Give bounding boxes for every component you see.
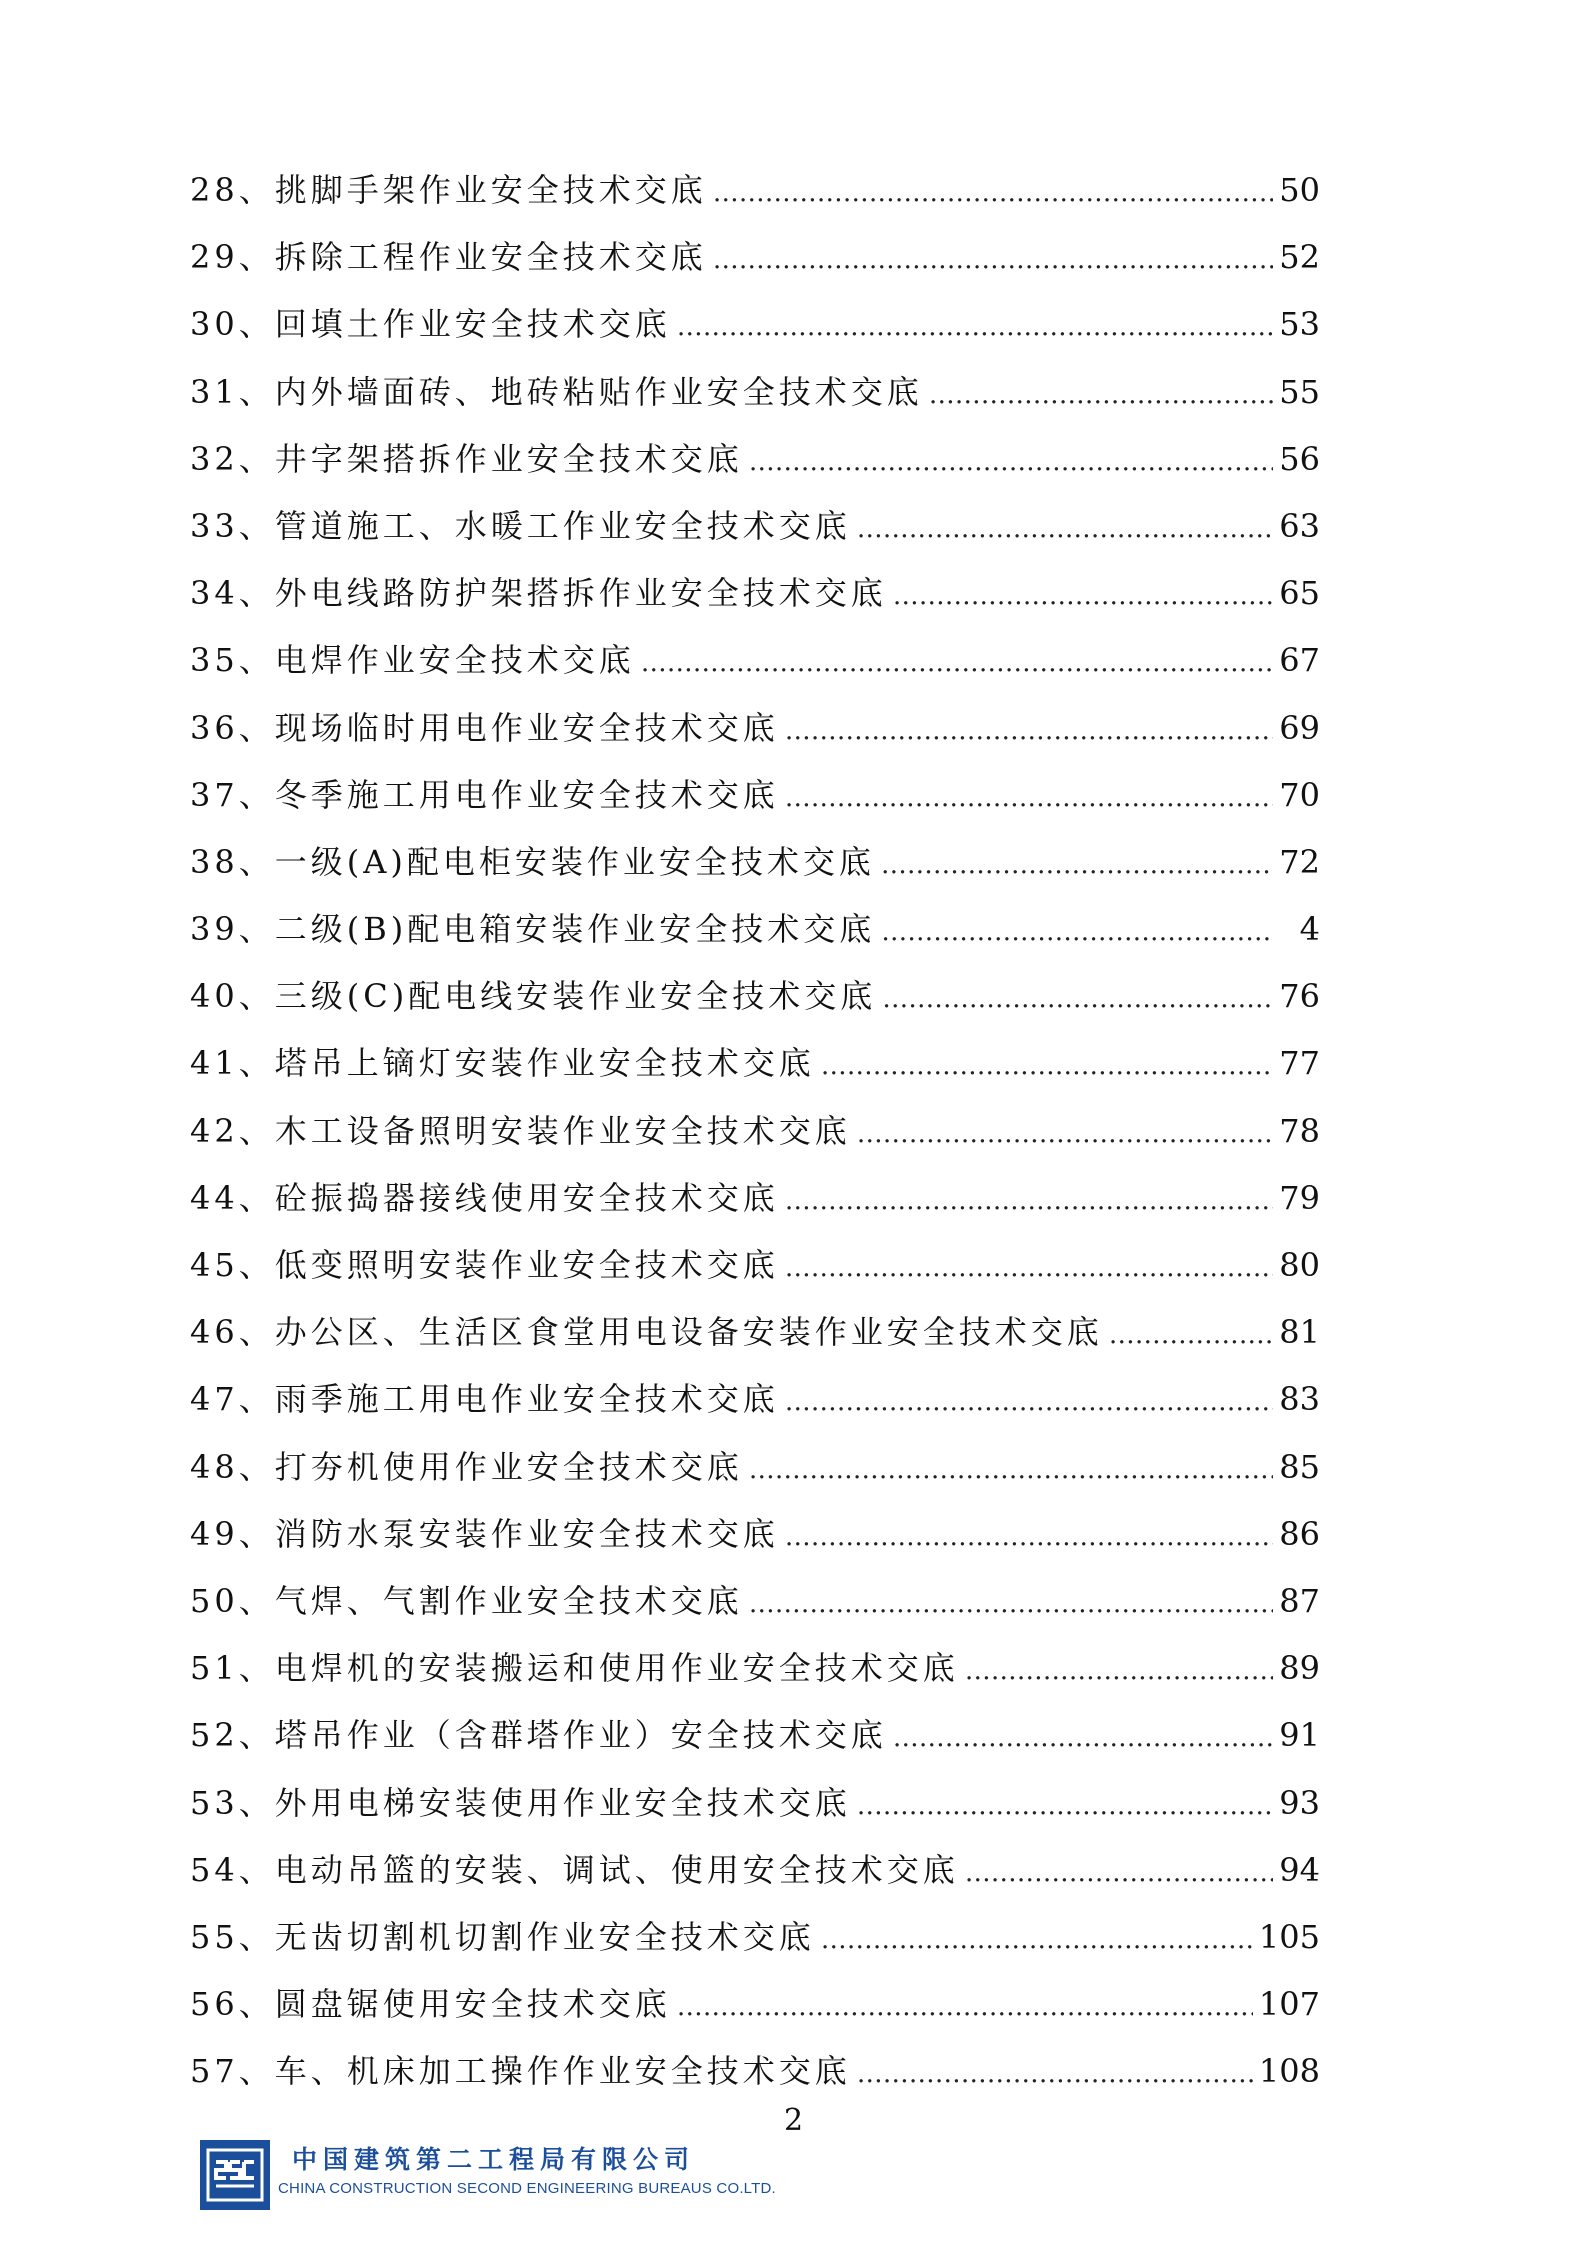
toc-entry-page: 56 <box>1279 439 1320 478</box>
toc-entry-page: 108 <box>1258 2052 1320 2091</box>
toc-entry[interactable] <box>190 1579 1320 1646</box>
toc-entry-page: 53 <box>1279 305 1320 344</box>
toc-entry-title: 二级(B)配电箱安装作业安全技术交底 <box>274 910 876 949</box>
toc-entry-separator: 、 <box>238 171 275 209</box>
toc-entry-page: 67 <box>1279 641 1320 680</box>
toc-entry-number: 50 <box>190 1581 239 1620</box>
toc-entry-number: 32 <box>190 439 239 478</box>
toc-entry-number: 55 <box>190 1917 239 1956</box>
toc-entry-number: 49 <box>190 1514 239 1553</box>
toc-entry-separator: 、 <box>238 2052 275 2091</box>
toc-entry-title: 办公区、生活区食堂用电设备安装作业安全技术交底 <box>274 1313 1103 1352</box>
toc-entry-separator: 、 <box>238 1111 275 1150</box>
toc-entry-title: 气焊、气割作业安全技术交底 <box>274 1581 743 1620</box>
toc-entry-separator: 、 <box>238 305 275 344</box>
toc-entry-separator: 、 <box>238 1044 275 1083</box>
toc-entry[interactable] <box>190 1512 1320 1579</box>
toc-entry-separator: 、 <box>238 238 275 277</box>
toc-dot-leader <box>857 507 1274 551</box>
toc-entry-number: 57 <box>190 2052 239 2091</box>
toc-entry-separator: 、 <box>238 977 275 1016</box>
toc-entry[interactable] <box>190 504 1320 571</box>
toc-entry-number: 29 <box>190 238 239 277</box>
toc-entry-separator: 、 <box>238 1581 275 1620</box>
toc-dot-leader <box>881 910 1274 954</box>
toc-entry[interactable] <box>190 1176 1320 1243</box>
toc-entry[interactable] <box>190 168 1320 235</box>
toc-entry-page: 91 <box>1279 1716 1320 1755</box>
toc-entry-title: 车、机床加工操作作业安全技术交底 <box>274 2052 851 2091</box>
toc-entry-separator: 、 <box>238 641 275 680</box>
toc-dot-leader <box>857 2052 1253 2096</box>
toc-dot-leader <box>785 709 1274 753</box>
toc-dot-leader <box>677 305 1274 349</box>
toc-entry-page: 63 <box>1279 506 1320 545</box>
toc-dot-leader <box>641 641 1274 685</box>
toc-dot-leader <box>1109 1313 1274 1357</box>
toc-dot-leader <box>713 238 1274 282</box>
toc-entry-page: 76 <box>1279 977 1320 1016</box>
toc-entry-title: 外电线路防护架搭拆作业安全技术交底 <box>274 574 887 613</box>
toc-dot-leader <box>893 1716 1274 1760</box>
toc-entry-number: 47 <box>190 1380 239 1419</box>
toc-entry-title: 外用电梯安装使用作业安全技术交底 <box>274 1783 851 1822</box>
toc-entry-page: 81 <box>1279 1313 1320 1352</box>
toc-entry-page: 79 <box>1279 1178 1320 1217</box>
toc-entry-number: 34 <box>190 574 239 613</box>
toc-entry-separator: 、 <box>238 842 275 881</box>
toc-entry-page: 50 <box>1279 171 1320 209</box>
toc-entry-page: 77 <box>1279 1044 1320 1083</box>
toc-entry-title: 拆除工程作业安全技术交底 <box>274 238 707 277</box>
toc-dot-leader <box>785 1515 1274 1559</box>
toc-entry-title: 电焊作业安全技术交底 <box>274 641 635 680</box>
toc-entry-separator: 、 <box>238 1178 275 1217</box>
toc-entry-number: 39 <box>190 910 239 949</box>
toc-entry-title: 消防水泵安装作业安全技术交底 <box>274 1514 779 1553</box>
toc-entry-separator: 、 <box>238 708 275 747</box>
toc-dot-leader <box>881 843 1273 887</box>
toc-entry-page: 85 <box>1279 1447 1320 1486</box>
toc-entry-page: 69 <box>1279 708 1320 747</box>
toc-entry[interactable] <box>190 1445 1320 1512</box>
toc-entry-number: 30 <box>190 305 239 344</box>
toc-entry[interactable] <box>190 706 1320 773</box>
toc-entry-separator: 、 <box>238 372 275 411</box>
toc-entry-separator: 、 <box>238 775 275 814</box>
toc-entry-page: 80 <box>1279 1246 1320 1284</box>
toc-entry[interactable] <box>190 907 1320 974</box>
toc-entry-title: 井字架搭拆作业安全技术交底 <box>274 439 743 478</box>
toc-entry-page: 4 <box>1299 910 1320 949</box>
toc-entry[interactable] <box>190 571 1320 638</box>
toc-entry-page: 55 <box>1279 372 1320 411</box>
toc-entry-number: 33 <box>190 506 239 545</box>
toc-entry[interactable] <box>190 638 1320 705</box>
toc-entry-number: 44 <box>190 1178 239 1217</box>
toc-dot-leader <box>882 977 1273 1021</box>
toc-entry-title: 无齿切割机切割作业安全技术交底 <box>274 1917 815 1956</box>
toc-entry-title: 雨季施工用电作业安全技术交底 <box>274 1380 779 1419</box>
toc-entry-number: 52 <box>190 1716 239 1755</box>
toc-entry-title: 三级(C)配电线安装作业安全技术交底 <box>274 977 877 1016</box>
toc-entry-title: 砼振捣器接线使用安全技术交底 <box>274 1178 779 1217</box>
toc-entry-number: 31 <box>190 372 239 411</box>
toc-entry-title: 塔吊作业（含群塔作业）安全技术交底 <box>274 1716 887 1755</box>
toc-entry-title: 管道施工、水暖工作业安全技术交底 <box>274 506 851 545</box>
toc-entry-page: 83 <box>1279 1380 1320 1419</box>
toc-entry-number: 42 <box>190 1111 239 1150</box>
toc-entry-separator: 、 <box>238 1514 275 1553</box>
toc-entry-separator: 、 <box>238 1649 275 1688</box>
toc-dot-leader <box>821 1918 1253 1962</box>
toc-entry-title: 打夯机使用作业安全技术交底 <box>274 1447 743 1486</box>
toc-entry[interactable] <box>190 1982 1320 2049</box>
toc-entry-page: 105 <box>1258 1917 1320 1956</box>
toc-entry-page: 72 <box>1279 842 1320 881</box>
page-number: 2 <box>783 2103 804 2138</box>
toc-entry-separator: 、 <box>238 1380 275 1419</box>
toc-entry-title: 电焊机的安装搬运和使用作业安全技术交底 <box>274 1649 959 1688</box>
toc-entry-page: 93 <box>1279 1783 1320 1822</box>
toc-entry-separator: 、 <box>238 1246 275 1284</box>
toc-dot-leader <box>785 776 1274 820</box>
company-name-chinese: 中国建筑第二工程局有限公司 <box>292 2145 696 2174</box>
toc-entry-separator: 、 <box>238 1783 275 1822</box>
table-of-contents <box>190 168 1320 2116</box>
toc-entry[interactable] <box>190 1713 1320 1780</box>
toc-entry-separator: 、 <box>238 910 275 949</box>
toc-entry-number: 40 <box>190 977 239 1016</box>
toc-entry-number: 37 <box>190 775 239 814</box>
toc-entry[interactable] <box>190 1377 1320 1444</box>
toc-entry-title: 冬季施工用电作业安全技术交底 <box>274 775 779 814</box>
cscec-logo-icon <box>200 2140 270 2210</box>
toc-entry[interactable] <box>190 1109 1320 1176</box>
toc-entry-number: 41 <box>190 1044 239 1083</box>
toc-dot-leader <box>785 1246 1274 1290</box>
toc-dot-leader <box>965 1649 1274 1693</box>
toc-entry[interactable] <box>190 840 1320 907</box>
toc-dot-leader <box>929 373 1274 417</box>
toc-entry-number: 53 <box>190 1783 239 1822</box>
toc-dot-leader <box>821 1044 1274 1088</box>
toc-entry-page: 94 <box>1279 1850 1320 1889</box>
toc-entry-title: 电动吊篮的安装、调试、使用安全技术交底 <box>274 1850 959 1889</box>
toc-entry[interactable] <box>190 1915 1320 1982</box>
toc-dot-leader <box>785 1380 1274 1424</box>
toc-dot-leader <box>785 1179 1274 1223</box>
toc-entry[interactable] <box>190 1646 1320 1713</box>
toc-entry[interactable] <box>190 302 1320 369</box>
toc-entry-number: 48 <box>190 1447 239 1486</box>
toc-entry-separator: 、 <box>238 574 275 613</box>
toc-entry-separator: 、 <box>238 1985 275 2024</box>
toc-entry-page: 78 <box>1279 1111 1320 1150</box>
toc-dot-leader <box>893 574 1274 618</box>
toc-entry-number: 56 <box>190 1985 239 2024</box>
toc-entry[interactable] <box>190 437 1320 504</box>
toc-entry[interactable] <box>190 1781 1320 1848</box>
toc-entry-title: 挑脚手架作业安全技术交底 <box>274 171 707 209</box>
toc-entry[interactable] <box>190 773 1320 840</box>
toc-entry[interactable] <box>190 1848 1320 1915</box>
toc-entry-number: 45 <box>190 1246 239 1284</box>
toc-entry-title: 一级(A)配电柜安装作业安全技术交底 <box>274 842 875 881</box>
toc-dot-leader <box>857 1112 1274 1156</box>
toc-entry-separator: 、 <box>238 1917 275 1956</box>
company-name-english: CHINA CONSTRUCTION SECOND ENGINEERING BUREAUS CO.LTD. <box>278 2180 776 2197</box>
toc-entry-number: 28 <box>190 171 239 209</box>
toc-dot-leader <box>749 1582 1274 1626</box>
toc-entry-page: 52 <box>1279 238 1320 277</box>
toc-dot-leader <box>677 1985 1253 2029</box>
toc-entry[interactable] <box>190 235 1320 302</box>
toc-entry-separator: 、 <box>238 1313 275 1352</box>
toc-entry-title: 木工设备照明安装作业安全技术交底 <box>274 1111 851 1150</box>
toc-entry-separator: 、 <box>238 506 275 545</box>
toc-entry-page: 87 <box>1279 1581 1320 1620</box>
toc-entry[interactable] <box>190 1041 1320 1108</box>
toc-entry-number: 36 <box>190 708 239 747</box>
toc-entry-page: 65 <box>1279 574 1320 613</box>
toc-entry-page: 107 <box>1258 1985 1320 2024</box>
toc-entry-number: 46 <box>190 1313 239 1352</box>
toc-entry-title: 塔吊上镝灯安装作业安全技术交底 <box>274 1044 815 1083</box>
toc-entry[interactable] <box>190 1243 1320 1310</box>
toc-entry-separator: 、 <box>238 1447 275 1486</box>
toc-entry-title: 低变照明安装作业安全技术交底 <box>274 1246 779 1284</box>
toc-dot-leader <box>965 1851 1274 1895</box>
toc-entry-number: 51 <box>190 1649 239 1688</box>
toc-entry-separator: 、 <box>238 1716 275 1755</box>
toc-dot-leader <box>749 1448 1274 1492</box>
toc-dot-leader <box>749 440 1274 484</box>
toc-entry-title: 内外墙面砖、地砖粘贴作业安全技术交底 <box>274 372 923 411</box>
toc-entry[interactable] <box>190 370 1320 437</box>
toc-entry[interactable] <box>190 1310 1320 1377</box>
toc-entry-title: 现场临时用电作业安全技术交底 <box>274 708 779 747</box>
toc-entry[interactable] <box>190 974 1320 1041</box>
toc-entry-page: 70 <box>1279 775 1320 814</box>
toc-entry-number: 38 <box>190 842 239 881</box>
toc-entry-title: 回填土作业安全技术交底 <box>274 305 671 344</box>
toc-entry-separator: 、 <box>238 1850 275 1889</box>
toc-entry-page: 86 <box>1279 1514 1320 1553</box>
toc-entry-page: 89 <box>1279 1649 1320 1688</box>
toc-entry-number: 54 <box>190 1850 239 1889</box>
toc-entry-separator: 、 <box>238 439 275 478</box>
toc-dot-leader <box>713 171 1274 215</box>
toc-dot-leader <box>857 1784 1274 1828</box>
toc-entry-number: 35 <box>190 641 239 680</box>
toc-entry-title: 圆盘锯使用安全技术交底 <box>274 1985 671 2024</box>
